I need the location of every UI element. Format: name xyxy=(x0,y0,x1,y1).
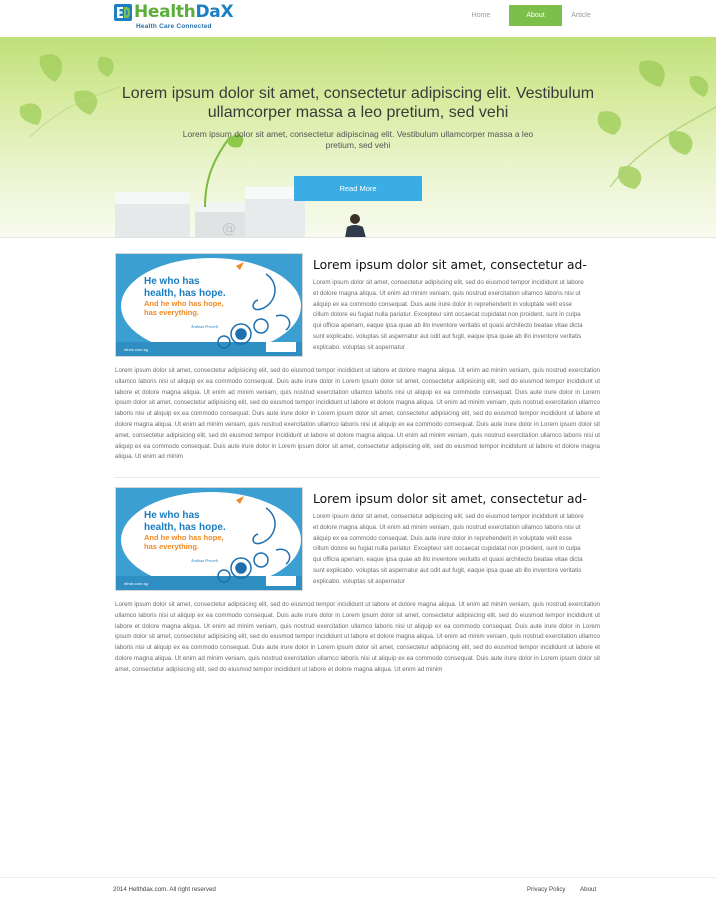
promo-line3: And he who has hope, xyxy=(144,299,224,308)
promo-line1: He who has xyxy=(144,276,200,287)
promo-line4: has everything. xyxy=(144,308,200,317)
promo-line4: has everything. xyxy=(144,542,200,551)
article-thumbnail[interactable] xyxy=(115,253,303,357)
cube-stack-icon xyxy=(115,187,305,238)
hero-banner xyxy=(0,37,716,238)
nav-article[interactable]: Article xyxy=(571,12,591,19)
article-body: Lorem ipsum dolor sit amet, consectetur adipisicing elit, sed do eiusmod tempor incididunt ut labore et dolore magna aliqua. Ut enim ad minim veniam, quis nostrud exercitation ullamco laboris nisi ut aliquip ex ea commodo consequat. Duis aute irure dolor in Lorem ipsum dolor sit amet, consectetur adipisicing elit, sed do eiusmod tempor incididunt ut labore et dolore magna aliqua. Ut enim ad minim veniam, quis nostrud exercitation ullamco laboris nisi ut aliquip ex ea commodo consequat. Duis aute irure dolor in Lorem ipsum dolor sit amet, consectetur adipisicing elit, sed do eiusmod tempor incididunt ut labore et dolore magna aliqua. Ut enim ad minim veniam, quis nostrud exercitation ullamco laboris nisi ut aliquip ex ea commodo consequat. Duis aute irure dolor in Lorem ipsum dolor sit amet, consectetur adipisicing elit, sed do eiusmod tempor incididunt ut labore et dolore magna aliqua. Ut enim ad minim veniam, quis nostrud exercitation ullamco laboris nisi ut aliquip ex ea commodo consequat. Duis aute irure dolor in Lorem ipsum dolor sit amet, consectetur adipisicing elit, sed do eiusmod tempor incididunt ut labore et dolore magna aliqua. Ut enim ad minim xyxy=(115,601,600,673)
site-header xyxy=(0,0,716,37)
promo-url: nthdx.com.sg xyxy=(124,347,148,352)
footer-link-about[interactable]: About xyxy=(580,886,597,893)
article-lead: Lorem ipsum dolor sit amet, consectetur adipiscing elit, sed do eiusmod tempor incididunt ut labore et dolore magna aliqua. Ut enim ad minim veniam, quis nostrud exercitation ullamco laboris nisi ut aliquip ex ea commodo consequat. Duis aute irure dolor in reprehenderit in voluptate velit esse cillum dolore eu fugiat nulla pariatur. Excepteur sint occaecat cupidatat non proident, sunt in culpa qui officia aperiam, eaque ipsa quae ab illo inventore veritatis et quasi architecto beatae vitae dicta sunt explicabo. voluptas sit aspernatur aut odit aut fugit, eaque ipsa quae ab illo inventore veritatis explicabo. voluptas sit aspernatur xyxy=(313,279,584,351)
promo-line2: health, has hope. xyxy=(144,522,226,533)
nav-about[interactable]: About xyxy=(509,5,562,26)
article-title[interactable]: Lorem ipsum dolor sit amet, consectetur ad- xyxy=(313,258,587,272)
footer-link-privacy[interactable]: Privacy Policy xyxy=(527,886,566,893)
brand-name xyxy=(134,2,233,22)
sponsor-logo-icon xyxy=(266,342,296,352)
copyright-text: 2014 Helthdax.com. All right reserved xyxy=(113,886,216,893)
promo-url: nthdx.com.sg xyxy=(124,581,148,586)
promo-author: Arabian Proverb xyxy=(191,324,219,329)
site-footer xyxy=(0,877,716,900)
svg-text:@: @ xyxy=(222,221,236,237)
hero-title: Lorem ipsum dolor sit amet, consectetur adipiscing elit. Vestibulum ullamcorper massa a leo pretium, sed vehi xyxy=(121,85,595,121)
read-more-button[interactable]: Read More xyxy=(294,176,422,201)
brand-tagline: Health Care Connected xyxy=(136,23,212,30)
article-title[interactable]: Lorem ipsum dolor sit amet, consectetur ad- xyxy=(313,492,587,506)
businessman-figure-icon xyxy=(345,214,366,238)
promo-graphic xyxy=(116,254,303,357)
promo-author: Arabian Proverb xyxy=(191,558,219,563)
promo-line3: And he who has hope, xyxy=(144,533,224,542)
promo-line2: health, has hope. xyxy=(144,288,226,299)
hero-subtitle: Lorem ipsum dolor sit amet, consectetur adipiscinag elit. Vestibulum ullamcorper massa a leo pretium, sed vehi xyxy=(182,129,534,150)
promo-line1: He who has xyxy=(144,510,200,521)
brand-name-part1: Health xyxy=(134,2,196,22)
brand-name-part2: DaX xyxy=(195,2,234,22)
sponsor-logo-icon xyxy=(266,576,296,586)
article-divider xyxy=(114,477,600,478)
nav-home[interactable]: Home xyxy=(471,12,491,19)
article-lead: Lorem ipsum dolor sit amet, consectetur adipiscing elit, sed do eiusmod tempor incididunt ut labore et dolore magna aliqua. Ut enim ad minim veniam, quis nostrud exercitation ullamco laboris nisi ut aliquip ex ea commodo consequat. Duis aute irure dolor in reprehenderit in voluptate velit esse cillum dolore eu fugiat nulla pariatur. Excepteur sint occaecat cupidatat non proident, sunt in culpa qui officia aperiam, eaque ipsa quae ab illo inventore veritatis et quasi architecto beatae vitae dicta sunt explicabo. voluptas sit aspernatur aut odit aut fugit, eaque ipsa quae ab illo inventore veritatis explicabo. voluptas sit aspernatur xyxy=(313,513,584,585)
leaf-cluster-right-icon xyxy=(598,60,709,189)
article-body: Lorem ipsum dolor sit amet, consectetur adipisicing elit, sed do eiusmod tempor incididunt ut labore et dolore magna aliqua. Ut enim ad minim veniam, quis nostrud exercitation ullamco laboris nisi ut aliquip ex ea commodo consequat. Duis aute irure dolor in Lorem ipsum dolor sit amet, consectetur adipisicing elit, sed do eiusmod tempor incididunt ut labore et dolore magna aliqua. Ut enim ad minim veniam, quis nostrud exercitation ullamco laboris nisi ut aliquip ex ea commodo consequat. Duis aute irure dolor in Lorem ipsum dolor sit amet, consectetur adipisicing elit, sed do eiusmod tempor incididunt ut labore et dolore magna aliqua. Ut enim ad minim veniam, quis nostrud exercitation ullamco laboris nisi ut aliquip ex ea commodo consequat. Duis aute irure dolor in Lorem ipsum dolor sit amet, consectetur adipisicing elit, sed do eiusmod tempor incididunt ut labore et dolore magna aliqua. Ut enim ad minim veniam, quis nostrud exercitation ullamco laboris nisi ut aliquip ex ea commodo consequat. Duis aute irure dolor in Lorem ipsum dolor sit amet, consectetur adipisicing elit, sed do eiusmod tempor incididunt ut labore et dolore magna aliqua. Ut enim ad minim veniam, quis nostrud exercitation ullamco laboris nisi ut aliquip ex ea commodo consequat. Duis aute irure dolor in Lorem ipsum dolor sit amet, consectetur adipisicing elit, sed do eiusmod tempor incididunt ut labore et dolore magna aliqua. Ut enim ad minim xyxy=(115,367,600,461)
promo-graphic xyxy=(116,488,303,591)
article-thumbnail[interactable] xyxy=(115,487,303,591)
site-logo[interactable] xyxy=(114,3,234,33)
healthdax-logo-icon xyxy=(114,4,132,21)
